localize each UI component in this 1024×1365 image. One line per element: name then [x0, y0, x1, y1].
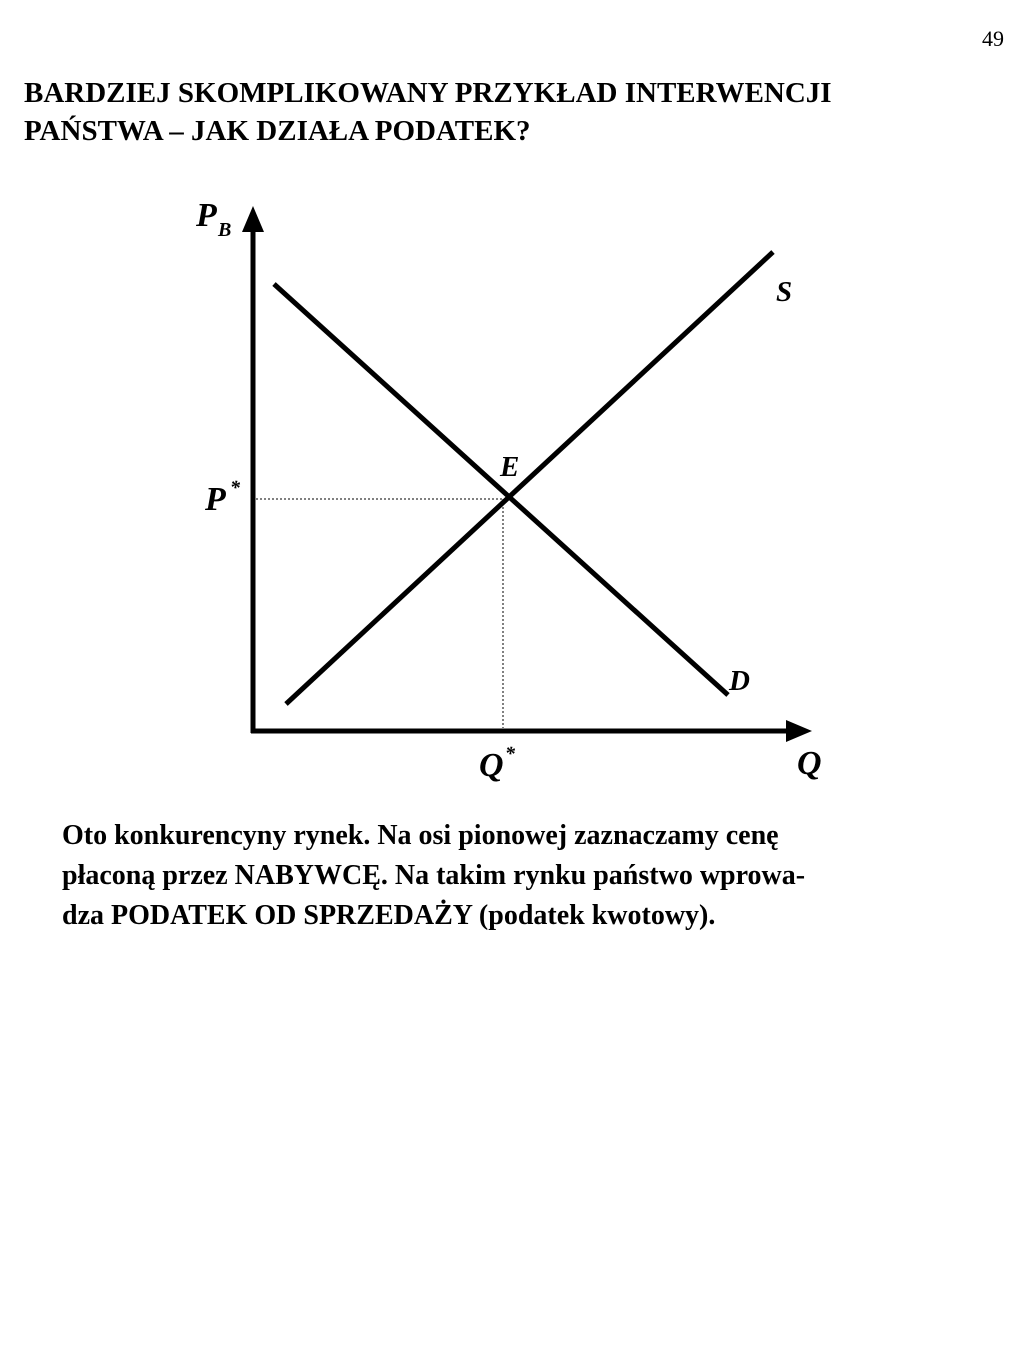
price-equilibrium-label: P — [205, 481, 226, 518]
y-axis-label: P — [196, 197, 217, 234]
demand-label: D — [729, 665, 750, 697]
x-axis-label: Q — [797, 745, 822, 782]
title-line-1: BARDZIEJ SKOMPLIKOWANY PRZYKŁAD INTERWENCJI — [24, 77, 832, 109]
equilibrium-label: E — [500, 451, 520, 483]
y-axis-arrowhead — [242, 206, 264, 232]
page-number: 49 — [982, 26, 1004, 51]
supply-label: S — [776, 276, 793, 308]
caption-line-2: płaconą przez NABYWCĘ. Na takim rynku państwo wprowa- — [62, 860, 806, 891]
caption-line-3: dza PODATEK OD SPRZEDAŻY (podatek kwotowy). — [62, 900, 716, 931]
caption-text — [62, 816, 992, 936]
quantity-equilibrium-label: Q — [479, 747, 504, 784]
demand-curve — [274, 284, 728, 695]
title-line-2: PAŃSTWA – JAK DZIAŁA PODATEK? — [24, 115, 531, 147]
supply-curve — [286, 252, 773, 704]
caption-line-1: Oto konkurencyny rynek. Na osi pionowej zaznaczamy cenę — [62, 820, 779, 851]
x-axis-arrowhead — [786, 720, 812, 742]
y-axis-label-subscript: B — [218, 219, 232, 241]
quantity-equilibrium-superscript: * — [505, 743, 515, 765]
price-equilibrium-superscript: * — [230, 477, 240, 499]
